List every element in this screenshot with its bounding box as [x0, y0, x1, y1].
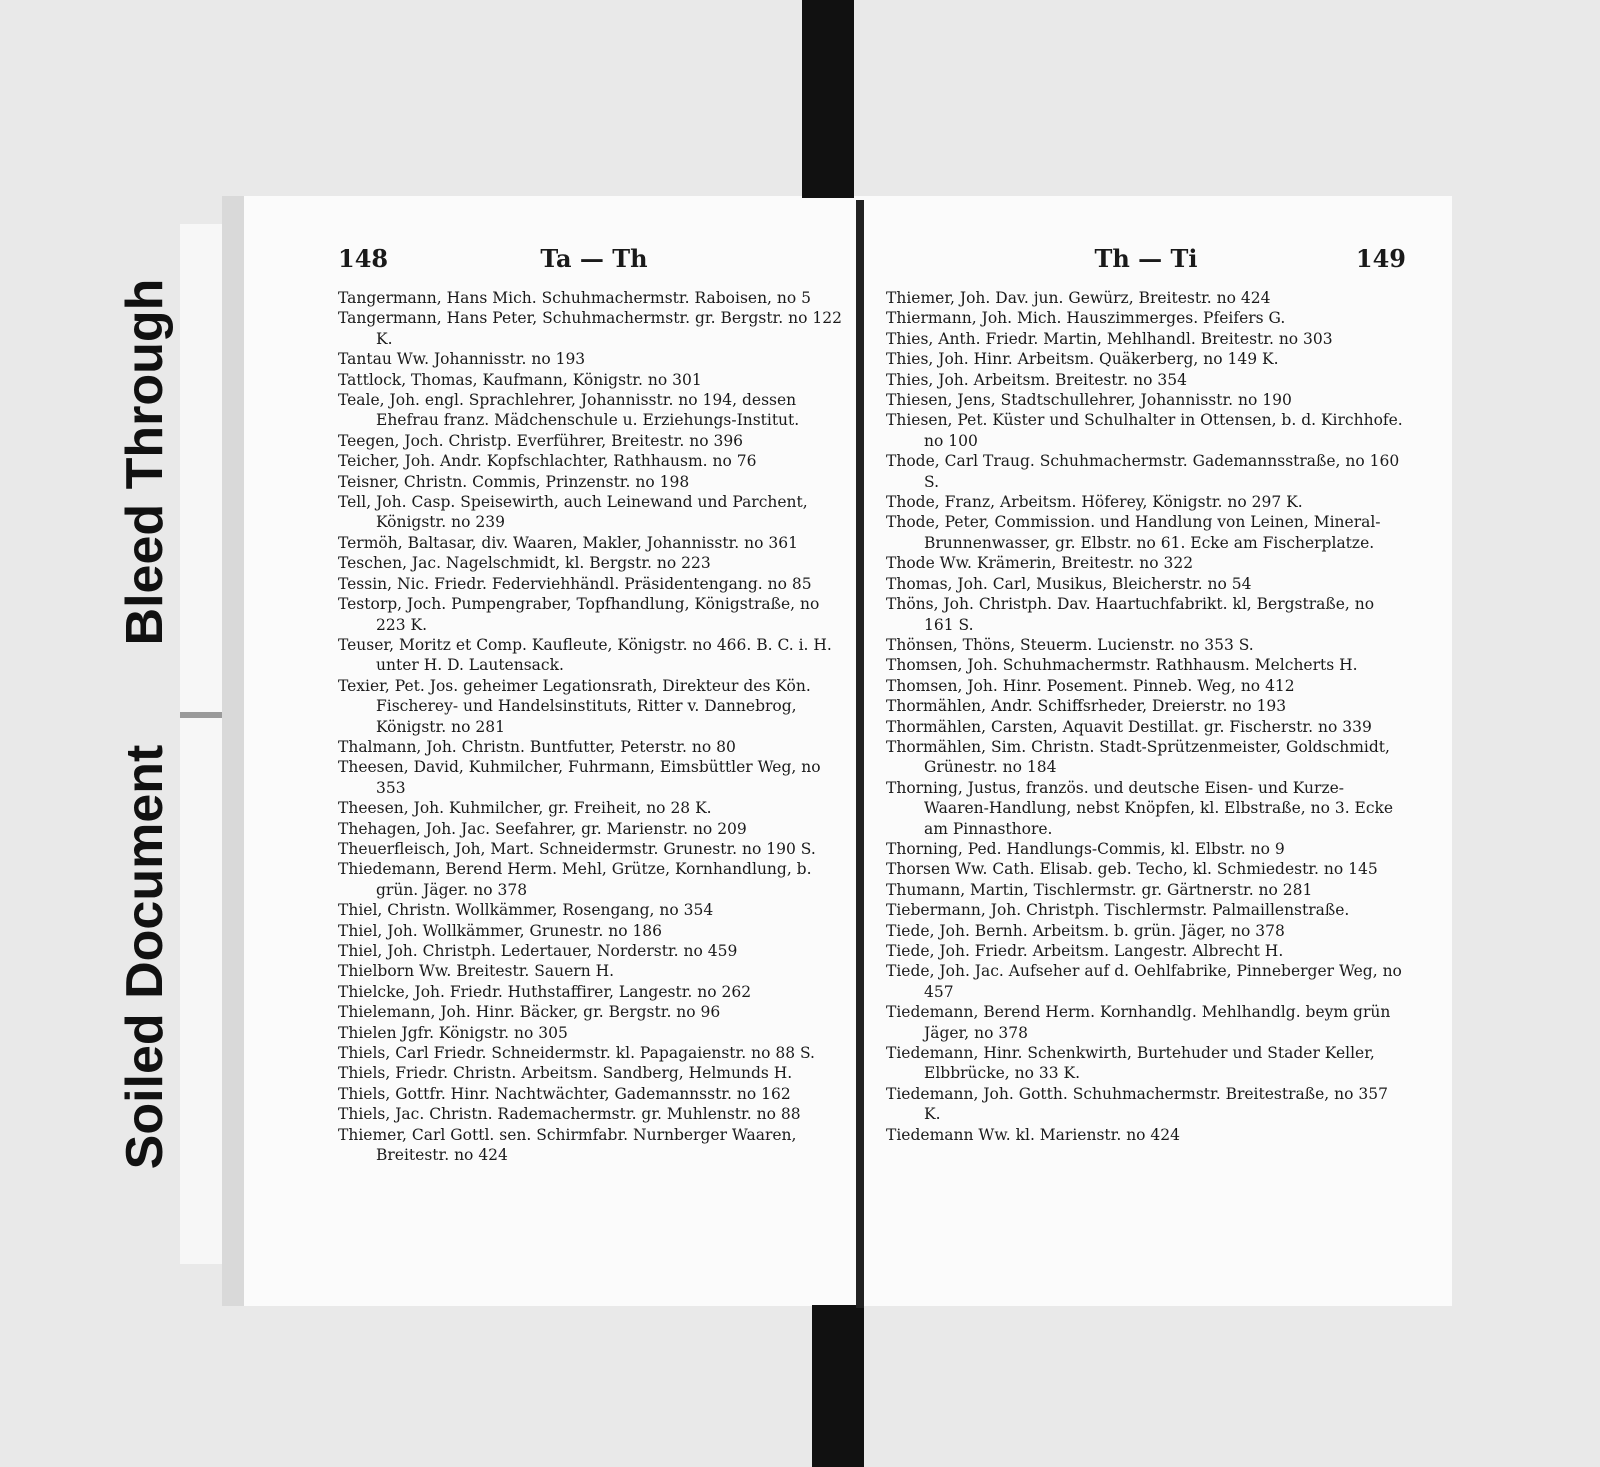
- directory-entry: Thiels, Carl Friedr. Schneidermstr. kl. Papagaienstr. no 88 S.: [338, 1044, 815, 1063]
- left-entry-list: [338, 288, 850, 1165]
- spine-clip-top: [802, 0, 854, 198]
- directory-entry: Thormählen, Andr. Schiffsrheder, Dreierstr. no 193: [886, 697, 1287, 716]
- directory-entry: Thiemer, Carl Gottl. sen. Schirmfabr. Nurnberger Waaren, Breitestr. no 424: [338, 1125, 797, 1165]
- left-page-header: [338, 244, 850, 288]
- directory-entry: Tiebermann, Joh. Christph. Tischlermstr. Palmaillenstraße.: [886, 901, 1350, 920]
- label-tab: [180, 224, 228, 1264]
- directory-entry: Tiedemann, Hinr. Schenkwirth, Burtehuder und Stader Keller, Elbbrücke, no 33 K.: [886, 1044, 1375, 1083]
- directory-entry: Texier, Pet. Jos. geheimer Legationsrath, Direkteur des Kön. Fischerey- und Handelsinstituts, Ritter v. Dannebrog, Königstr. no 281: [338, 676, 811, 736]
- directory-entry: Thomsen, Joh. Hinr. Posement. Pinneb. Weg, no 412: [886, 676, 1295, 695]
- directory-entry: Thiermann, Joh. Mich. Hauszimmerges. Pfeifers G.: [886, 309, 1286, 328]
- directory-entry: Teschen, Jac. Nagelschmidt, kl. Bergstr. no 223: [338, 554, 711, 573]
- directory-entry: Theesen, Joh. Kuhmilcher, gr. Freiheit, no 28 K.: [338, 799, 712, 818]
- directory-entry: Thiels, Jac. Christn. Rademachermstr. gr. Muhlenstr. no 88: [338, 1105, 801, 1124]
- directory-entry: Tangermann, Hans Peter, Schuhmachermstr. gr. Bergstr. no 122 K.: [338, 309, 842, 348]
- bleed-through-label: Bleed Through: [116, 278, 174, 646]
- right-page: [886, 244, 1406, 1145]
- book-gutter: [856, 200, 864, 1308]
- directory-entry: Thiesen, Pet. Küster und Schulhalter in Ottensen, b. d. Kirchhofe. no 100: [886, 411, 1403, 450]
- right-page-header: [886, 244, 1406, 288]
- directory-entry: Theuerfleisch, Joh, Mart. Schneidermstr. Grunestr. no 190 S.: [338, 839, 816, 858]
- directory-entry: Thielcke, Joh. Friedr. Huthstaffirer, Langestr. no 262: [338, 982, 752, 1001]
- directory-entry: Thiels, Friedr. Christn. Arbeitsm. Sandberg, Helmunds H.: [338, 1064, 793, 1083]
- directory-entry: Thorning, Justus, französ. und deutsche Eisen- und Kurze-Waaren-Handlung, nebst Knöpfen, kl. Elbstraße, no 3. Ecke am Pinnasthore.: [886, 778, 1394, 838]
- directory-entry: Tiede, Joh. Friedr. Arbeitsm. Langestr. Albrecht H.: [886, 942, 1284, 960]
- label-tab-divider: [180, 712, 228, 718]
- soiled-document-label: Soiled Document: [116, 744, 174, 1170]
- directory-entry: Thiel, Joh. Christph. Ledertauer, Norderstr. no 459: [338, 942, 738, 960]
- directory-entry: Thorning, Ped. Handlungs-Commis, kl. Elbstr. no 9: [886, 839, 1285, 858]
- directory-entry: Thiel, Joh. Wollkämmer, Grunestr. no 186: [338, 921, 663, 940]
- directory-entry: Testorp, Joch. Pumpengraber, Topfhandlung, Königstraße, no 223 K.: [338, 595, 820, 634]
- left-page: [338, 244, 850, 1165]
- directory-entry: Thode, Franz, Arbeitsm. Höferey, Königstr. no 297 K.: [886, 493, 1303, 512]
- directory-entry: Tiede, Joh. Bernh. Arbeitsm. b. grün. Jäger, no 378: [886, 921, 1285, 940]
- directory-entry: Teale, Joh. engl. Sprachlehrer, Johannisstr. no 194, dessen Ehefrau franz. Mädchenschule u. Erziehungs-Institut.: [338, 391, 800, 430]
- directory-entry: Thomsen, Joh. Schuhmachermstr. Rathhausm. Melcherts H.: [886, 656, 1358, 675]
- directory-entry: Tattlock, Thomas, Kaufmann, Königstr. no 301: [338, 370, 702, 389]
- directory-entry: Tiedemann, Joh. Gotth. Schuhmachermstr. Breitestraße, no 357 K.: [886, 1084, 1388, 1124]
- directory-entry: Tiedemann Ww. kl. Marienstr. no 424: [886, 1125, 1181, 1144]
- right-page-number: 149: [1355, 244, 1406, 273]
- spine-clip-bottom: [812, 1305, 864, 1467]
- directory-entry: Thies, Joh. Arbeitsm. Breitestr. no 354: [886, 370, 1187, 389]
- directory-entry: Thiels, Gottfr. Hinr. Nachtwächter, Gademannsstr. no 162: [338, 1084, 791, 1103]
- directory-entry: Tantau Ww. Johannisstr. no 193: [338, 350, 586, 369]
- directory-entry: Thielborn Ww. Breitestr. Sauern H.: [338, 962, 615, 981]
- right-entry-list: [886, 288, 1406, 1145]
- directory-entry: Thiesen, Jens, Stadtschullehrer, Johannisstr. no 190: [886, 391, 1292, 410]
- directory-entry: Thiel, Christn. Wollkämmer, Rosengang, no 354: [338, 901, 714, 920]
- directory-entry: Thumann, Martin, Tischlermstr. gr. Gärtnerstr. no 281: [886, 880, 1313, 899]
- left-running-head: Ta — Th: [540, 244, 648, 273]
- directory-entry: Thode, Peter, Commission. und Handlung von Leinen, Mineral-Brunnenwasser, gr. Elbstr. no 61. Ecke am Fischerplatze.: [886, 513, 1381, 552]
- directory-entry: Thehagen, Joh. Jac. Seefahrer, gr. Marienstr. no 209: [338, 819, 747, 838]
- directory-entry: Thiemer, Joh. Dav. jun. Gewürz, Breitestr. no 424: [886, 289, 1271, 307]
- directory-entry: Thöns, Joh. Christph. Dav. Haartuchfabrikt. kl, Bergstraße, no 161 S.: [886, 595, 1375, 634]
- directory-entry: Thormählen, Sim. Christn. Stadt-Sprützenmeister, Goldschmidt, Grünestr. no 184: [886, 737, 1390, 777]
- page-edge-shadow: [222, 196, 244, 1306]
- directory-entry: Tangermann, Hans Mich. Schuhmachermstr. Raboisen, no 5: [338, 289, 812, 307]
- left-page-number: 148: [338, 244, 389, 273]
- directory-entry: Thies, Anth. Friedr. Martin, Mehlhandl. Breitestr. no 303: [886, 329, 1333, 348]
- directory-entry: Thönsen, Thöns, Steuerm. Lucienstr. no 353 S.: [886, 635, 1254, 654]
- right-running-head: Th — Ti: [1094, 244, 1198, 273]
- directory-entry: Thormählen, Carsten, Aquavit Destillat. gr. Fischerstr. no 339: [886, 717, 1372, 736]
- directory-entry: Thomas, Joh. Carl, Musikus, Bleicherstr. no 54: [886, 574, 1252, 593]
- directory-entry: Thode Ww. Krämerin, Breitestr. no 322: [886, 554, 1194, 573]
- directory-entry: Tell, Joh. Casp. Speisewirth, auch Leinewand und Parchent, Königstr. no 239: [338, 493, 808, 532]
- directory-entry: Thalmann, Joh. Christn. Buntfutter, Peterstr. no 80: [338, 737, 736, 756]
- directory-entry: Teicher, Joh. Andr. Kopfschlachter, Rathhausm. no 76: [338, 452, 757, 471]
- directory-entry: Teisner, Christn. Commis, Prinzenstr. no 198: [338, 472, 690, 491]
- side-label-strip: [112, 230, 178, 1240]
- directory-entry: Tessin, Nic. Friedr. Federviehhändl. Präsidentengang. no 85: [338, 574, 812, 593]
- directory-entry: Teuser, Moritz et Comp. Kaufleute, Königstr. no 466. B. C. i. H. unter H. D. Lautensack.: [338, 635, 832, 675]
- directory-entry: Teegen, Joch. Christp. Everführer, Breitestr. no 396: [338, 431, 744, 450]
- directory-entry: Thielen Jgfr. Königstr. no 305: [338, 1023, 568, 1042]
- directory-entry: Thielemann, Joh. Hinr. Bäcker, gr. Bergstr. no 96: [338, 1003, 721, 1022]
- directory-entry: Tiede, Joh. Jac. Aufseher auf d. Oehlfabrike, Pinneberger Weg, no 457: [886, 962, 1402, 1001]
- directory-entry: Termöh, Baltasar, div. Waaren, Makler, Johannisstr. no 361: [338, 533, 798, 552]
- directory-entry: Thode, Carl Traug. Schuhmachermstr. Gademannsstraße, no 160 S.: [886, 452, 1400, 491]
- directory-entry: Thorsen Ww. Cath. Elisab. geb. Techo, kl. Schmiedestr. no 145: [886, 860, 1378, 879]
- directory-entry: Tiedemann, Berend Herm. Kornhandlg. Mehlhandlg. beym grün Jäger, no 378: [886, 1003, 1391, 1042]
- directory-entry: Thies, Joh. Hinr. Arbeitsm. Quäkerberg, no 149 K.: [886, 350, 1279, 369]
- directory-entry: Theesen, David, Kuhmilcher, Fuhrmann, Eimsbüttler Weg, no 353: [338, 758, 821, 797]
- directory-entry: Thiedemann, Berend Herm. Mehl, Grütze, Kornhandlung, b. grün. Jäger. no 378: [338, 860, 812, 899]
